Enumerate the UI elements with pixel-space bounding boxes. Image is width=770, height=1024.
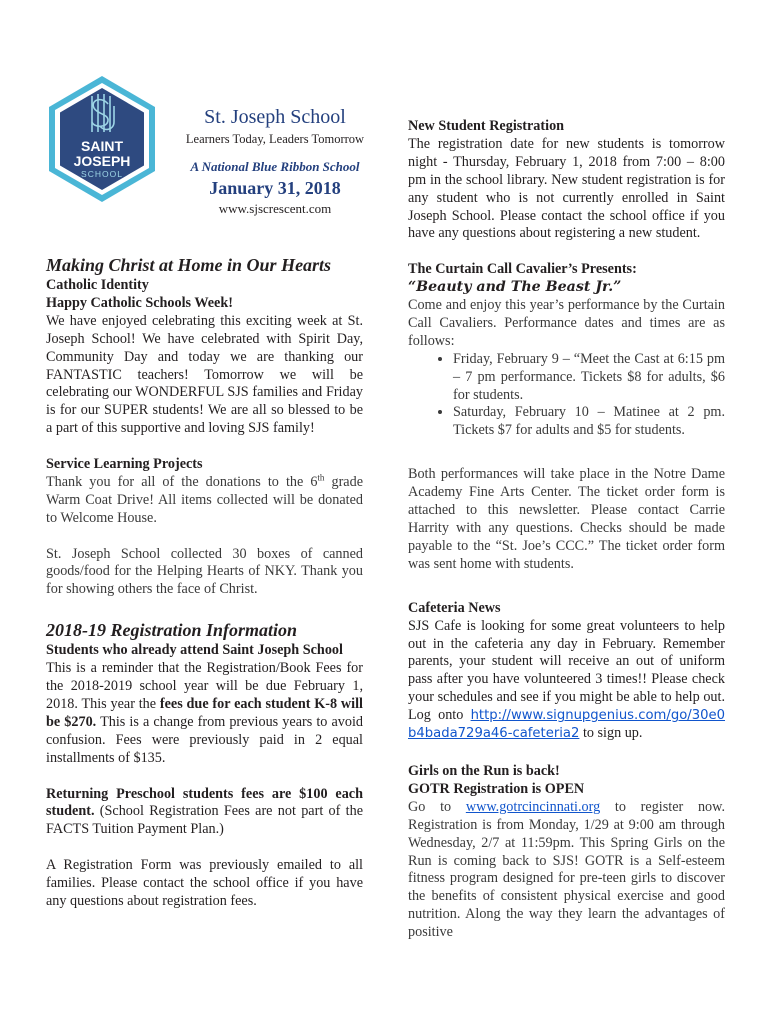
curtain-call-body: Come and enjoy this year’s performance by the Curtain Call Cavaliers. Performance dates and times are as follows: xyxy=(408,297,725,349)
coat-drive-text: Thank you for all of the donations to the 6th grade Warm Coat Drive! All items collected will be donated to Welcome House. xyxy=(46,472,363,526)
catholic-schools-week-title: Happy Catholic Schools Week! xyxy=(46,294,233,311)
gotr-title: Girls on the Run is back! xyxy=(408,762,560,779)
catholic-schools-week-body: We have enjoyed celebrating this exciting week at St. Joseph School! We have celebrated with Spirit Day, Community Day and today we are thanking our FANTASTIC teachers! Tomorrow we will be celebrating our WONDERFUL SJS families and Friday is for our SUPER students! We are all so blessed to be a part of this supportive and loving SJS family! xyxy=(46,312,363,437)
returning-students-title: Students who already attend Saint Joseph School xyxy=(46,642,343,659)
logo-line2: JOSEPH xyxy=(73,153,131,169)
website-url[interactable]: www.sjscrescent.com xyxy=(218,201,332,216)
school-name: St. Joseph School xyxy=(204,106,346,128)
catholic-identity-title: Catholic Identity xyxy=(46,277,149,293)
blue-ribbon-label: A National Blue Ribbon School xyxy=(190,159,360,174)
show-title: “Beauty and The Beast Jr.” xyxy=(408,279,622,296)
canned-goods-text: St. Joseph School collected 30 boxes of canned goods/food for the Helping Hearts of NKY. Thank you for showing others the face of Christ. xyxy=(46,545,363,598)
logo-line3: SCHOOL xyxy=(81,169,123,179)
new-student-registration-body: The registration date for new students is tomorrow night - Thursday, February 1, 2018 from 7:00 – 8:00 pm in the school library. New student registration is for any student who is not currently enrolled in Saint Joseph School. Please contact the school office if you have any questions about registering a new student. xyxy=(408,135,725,242)
curtain-call-title: The Curtain Call Cavalier’s Presents: xyxy=(408,261,637,278)
heading-registration-info: 2018-19 Registration Information xyxy=(46,620,298,641)
gotr-body: Go to www.gotrcincinnati.org to register now. Registration is from Monday, 1/29 at 9:00 am through Wednesday, 2/7 at 11:59pm. This Spring Girls on the Run is coming back to SJS! GOTR is a Self-esteem fitness program designed for pre-teen girls to discover the benefits of consistent physical exercise and good nutrition. Along the way they learn the advantages of positive xyxy=(408,798,725,941)
school-logo xyxy=(46,74,158,204)
performance-list xyxy=(408,351,725,441)
registration-fees-text: This is a reminder that the Registration/Book Fees for the 2018-2019 school year will be due February 1, 2018. This year the fees due for each student K-8 will be $270. This is a change from previous years to avoid confusion. Fees were previously paid in 2 equal installments of $135. xyxy=(46,660,364,766)
cafeteria-news-title: Cafeteria News xyxy=(408,599,501,616)
newsletter-date: January 31, 2018 xyxy=(209,178,341,198)
cafeteria-body: SJS Cafe is looking for some great volunteers to help out in the cafeteria any day in February. Remember parents, your student will receive an out of uniform pass after you have volunteered 3 times!! Please check your schedules and see if you might be able to help out. Log onto http://www.signupgenius.com/go/30e0b4bada729a46-cafeteria2 to sign up. xyxy=(408,617,726,742)
new-student-registration-title: New Student Registration xyxy=(408,118,565,134)
performances-info-text: Both performances will take place in the Notre Dame Academy Fine Arts Center. The ticket order form is attached to this newsletter. Please contact Carrie Harrity with any questions. Checks should be made payable to the “St. Joe’s CCC.” The ticket order form was sent home with students. xyxy=(408,466,725,572)
registration-form-text: A Registration Form was previously emailed to all families. Please contact the school office if you have any questions about registration fees. xyxy=(46,857,363,909)
masthead xyxy=(176,104,374,217)
performance-item-friday: • Friday, February 9 – “Meet the Cast at 6:15 pm – 7 pm performance. Tickets $8 for adults, $6 for students. xyxy=(453,351,725,405)
gotr-website-link[interactable]: www.gotrcincinnati.org xyxy=(465,798,601,815)
tagline: Learners Today, Leaders Tomorrow xyxy=(185,132,365,146)
heading-making-christ: Making Christ at Home in Our Hearts xyxy=(46,255,332,275)
left-column xyxy=(46,254,363,911)
logo-line1: SAINT xyxy=(81,138,123,154)
gotr-registration-open: GOTR Registration is OPEN xyxy=(408,780,585,797)
performance-item-saturday: • Saturday, February 10 – Matinee at 2 pm. Tickets $7 for adults and $5 for students. xyxy=(453,404,725,440)
service-learning-title: Service Learning Projects xyxy=(46,456,203,473)
preschool-fees-text: Returning Preschool students fees are $100 each student. (School Registration Fees are not part of the FACTS Tuition Payment Plan.) xyxy=(46,785,363,838)
right-column xyxy=(408,118,725,942)
signup-genius-link[interactable]: http://www.signupgenius.com/go/30e0b4bada729a46-cafeteria2 xyxy=(408,708,726,742)
